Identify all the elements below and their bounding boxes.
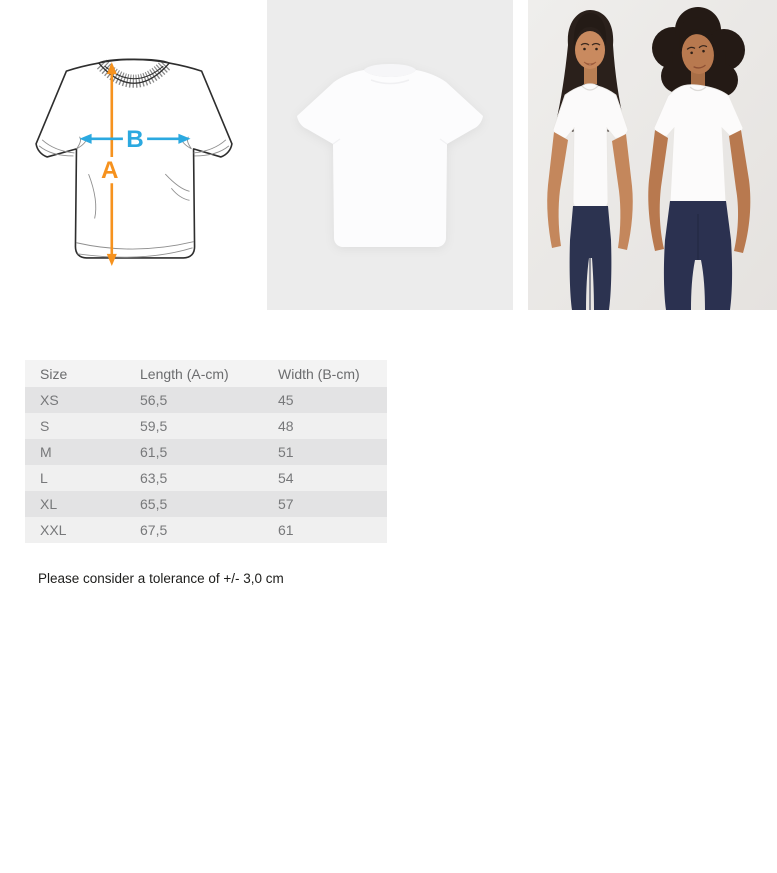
size-cell: XXL	[25, 517, 140, 543]
length-cell: 63,5	[140, 465, 278, 491]
length-cell: 65,5	[140, 491, 278, 517]
table-header-row	[25, 360, 387, 387]
width-cell: 48	[278, 413, 387, 439]
size-cell: XL	[25, 491, 140, 517]
models-photo-svg	[528, 0, 777, 310]
size-cell: XS	[25, 387, 140, 413]
width-label: B	[126, 125, 144, 153]
width-cell: 45	[278, 387, 387, 413]
length-cell: 67,5	[140, 517, 278, 543]
size-cell: M	[25, 439, 140, 465]
table-row	[25, 387, 387, 413]
table-row	[25, 413, 387, 439]
product-description	[410, 360, 776, 378]
size-diagram	[30, 55, 238, 270]
size-diagram-svg	[30, 55, 238, 270]
size-cell: L	[25, 465, 140, 491]
column-header-size: Size	[25, 360, 140, 387]
table-row	[25, 517, 387, 543]
table-row	[25, 491, 387, 517]
size-chart-table	[25, 360, 387, 543]
size-cell: S	[25, 413, 140, 439]
tolerance-note: Please consider a tolerance of +/- 3,0 cm	[38, 571, 284, 586]
table-row	[25, 439, 387, 465]
length-cell: 61,5	[140, 439, 278, 465]
column-header-length: Length (A-cm)	[140, 360, 278, 387]
flat-lay-svg	[267, 0, 513, 310]
length-label: A	[101, 157, 119, 185]
size-table-body	[25, 387, 387, 543]
tshirt-outline	[36, 59, 232, 258]
length-cell: 56,5	[140, 387, 278, 413]
models-photo	[528, 0, 777, 310]
width-cell: 57	[278, 491, 387, 517]
table-row	[25, 465, 387, 491]
length-cell: 59,5	[140, 413, 278, 439]
flat-lay-photo	[267, 0, 513, 310]
width-cell: 51	[278, 439, 387, 465]
width-cell: 54	[278, 465, 387, 491]
width-cell: 61	[278, 517, 387, 543]
column-header-width: Width (B-cm)	[278, 360, 387, 387]
